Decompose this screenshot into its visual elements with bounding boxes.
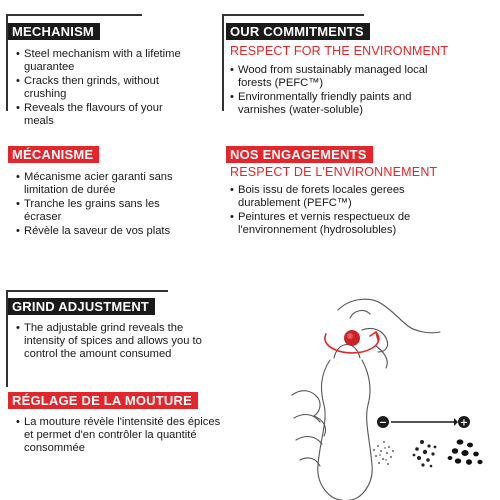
- coarse-grind-icon: [448, 439, 483, 464]
- list-item: • The adjustable grind reveals the intensity of spices and allows you to control the amount consumed: [16, 322, 216, 361]
- commitments-list: [230, 64, 445, 118]
- list-item: • La mouture révèle l'intensité des épices et permet d'en contrôler la quantité consommée: [16, 416, 221, 455]
- engagements-list: [230, 184, 445, 238]
- plus-symbol: +: [459, 417, 469, 429]
- list-item: • Tranche les grains sans les écraser: [16, 198, 196, 224]
- mecanisme-title: MÉCANISME: [8, 146, 99, 163]
- mechanism-title: MECHANISM: [8, 23, 100, 40]
- reglage-title: RÉGLAGE DE LA MOUTURE: [8, 392, 198, 409]
- list-item: • Environmentally friendly paints and varnishes (water-soluble): [230, 91, 445, 117]
- commitments-subtitle: RESPECT FOR THE ENVIRONMENT: [230, 44, 449, 58]
- list-item: • Wood from sustainably managed local forests (PEFC™): [230, 64, 445, 90]
- medium-grind-icon: [413, 440, 437, 467]
- list-item: • Reveals the flavours of your meals: [16, 102, 181, 128]
- grind-list: [16, 322, 216, 362]
- engagements-title: NOS ENGAGEMENTS: [226, 146, 373, 163]
- grinder-illustration: [290, 290, 500, 500]
- minus-symbol: −: [378, 417, 388, 429]
- reglage-list: [16, 416, 221, 456]
- list-item: • Cracks then grinds, without crushing: [16, 75, 181, 101]
- commitments-title: OUR COMMITMENTS: [226, 23, 370, 40]
- mecanisme-list: [16, 171, 196, 239]
- list-item: • Bois issu de forets locales gerees durablement (PEFC™): [230, 184, 445, 210]
- list-item: • Mécanisme acier garanti sans limitation de durée: [16, 171, 196, 197]
- hand-mill-icon: [292, 299, 440, 500]
- mechanism-list: [16, 48, 181, 129]
- list-item: • Steel mechanism with a lifetime guarantee: [16, 48, 181, 74]
- list-item: • Peintures et vernis respectueux de l'environnement (hydrosolubles): [230, 211, 445, 237]
- grind-title: GRIND ADJUSTMENT: [8, 298, 155, 315]
- list-item: • Révèle la saveur de vos plats: [16, 225, 196, 238]
- fine-grind-icon: [373, 441, 394, 465]
- engagements-subtitle: RESPECT DE L'ENVIRONNEMENT: [230, 165, 438, 179]
